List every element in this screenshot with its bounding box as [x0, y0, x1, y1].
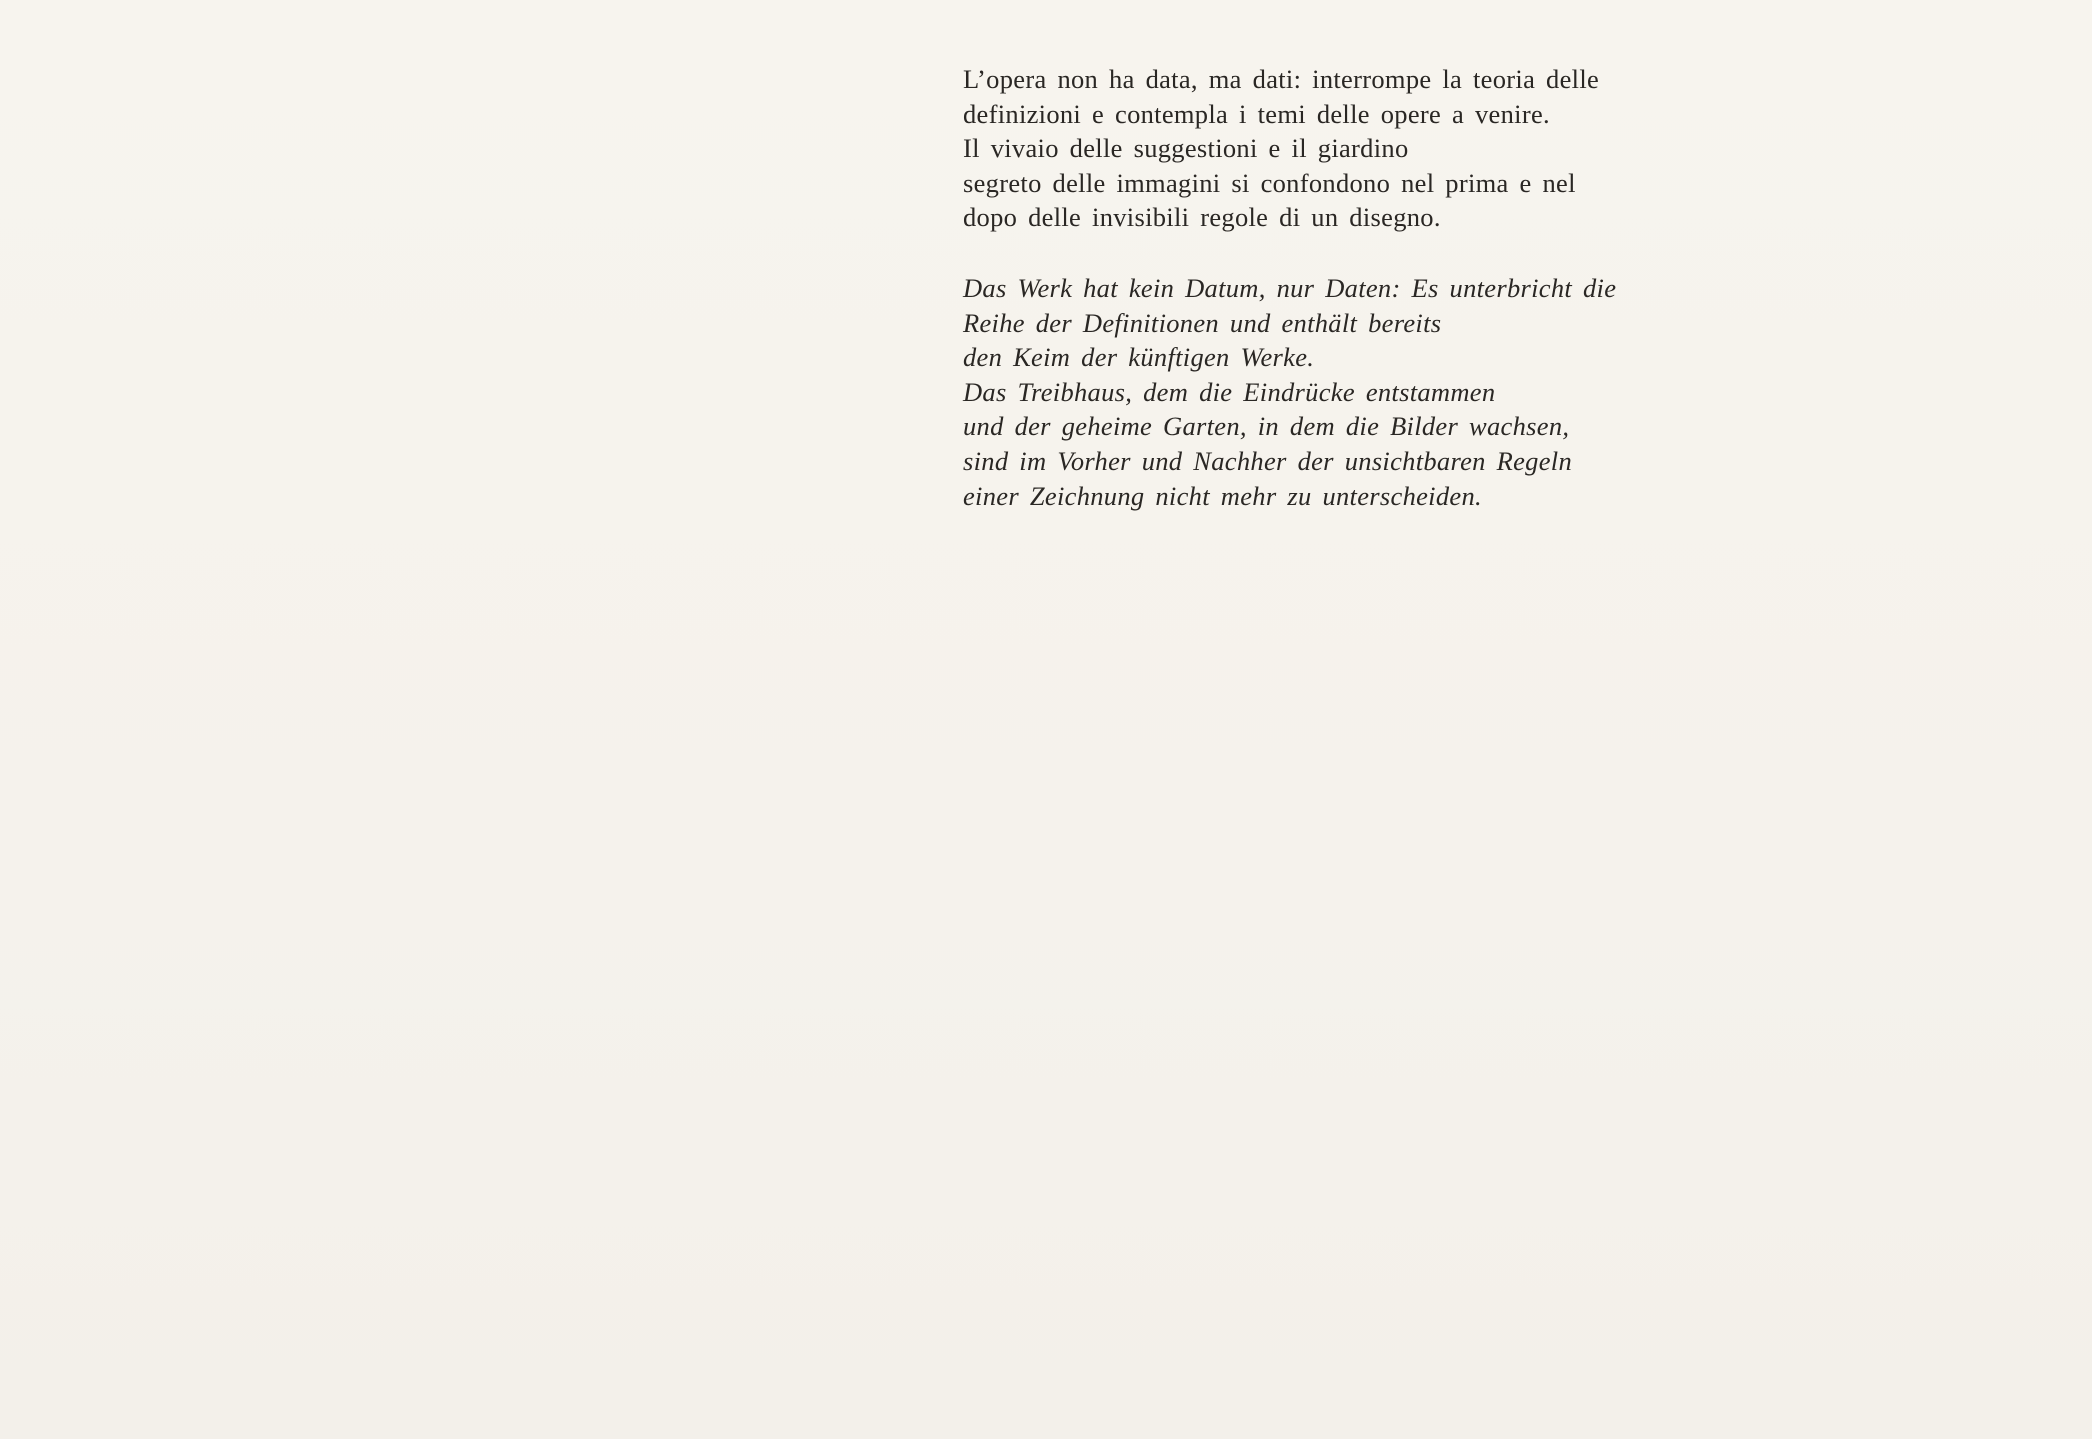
paragraph-line: L’opera non ha data, ma dati: interrompe la teoria delle — [963, 64, 1600, 94]
paragraph-line: Das Werk hat kein Datum, nur Daten: Es unterbricht die — [963, 272, 1617, 303]
italian-paragraph — [963, 62, 1863, 235]
paragraph-line: und der geheime Garten, in dem die Bilder wachsen, — [963, 411, 1570, 442]
paragraph-line: den Keim der künftigen Werke. — [963, 342, 1315, 373]
paragraph-line: einer Zeichnung nicht mehr zu unterscheiden. — [963, 480, 1482, 511]
paragraph-line: dopo delle invisibili regole di un disegno. — [963, 202, 1441, 233]
paragraph-line: definizioni e contempla i temi delle opere a venire. — [963, 98, 1550, 129]
german-paragraph — [963, 271, 1863, 513]
paragraph-line: Reihe der Definitionen und enthält bereits — [963, 307, 1442, 338]
paragraph-line: segreto delle immagini si confondono nel prima e nel — [963, 167, 1576, 198]
text-block — [963, 62, 1863, 513]
paragraph-line: Il vivaio delle suggestioni e il giardino — [963, 133, 1409, 164]
paragraph-line: sind im Vorher und Nachher der unsichtbaren Regeln — [963, 445, 1573, 476]
paragraph-line: Das Treibhaus, dem die Eindrücke entstammen — [963, 376, 1496, 407]
